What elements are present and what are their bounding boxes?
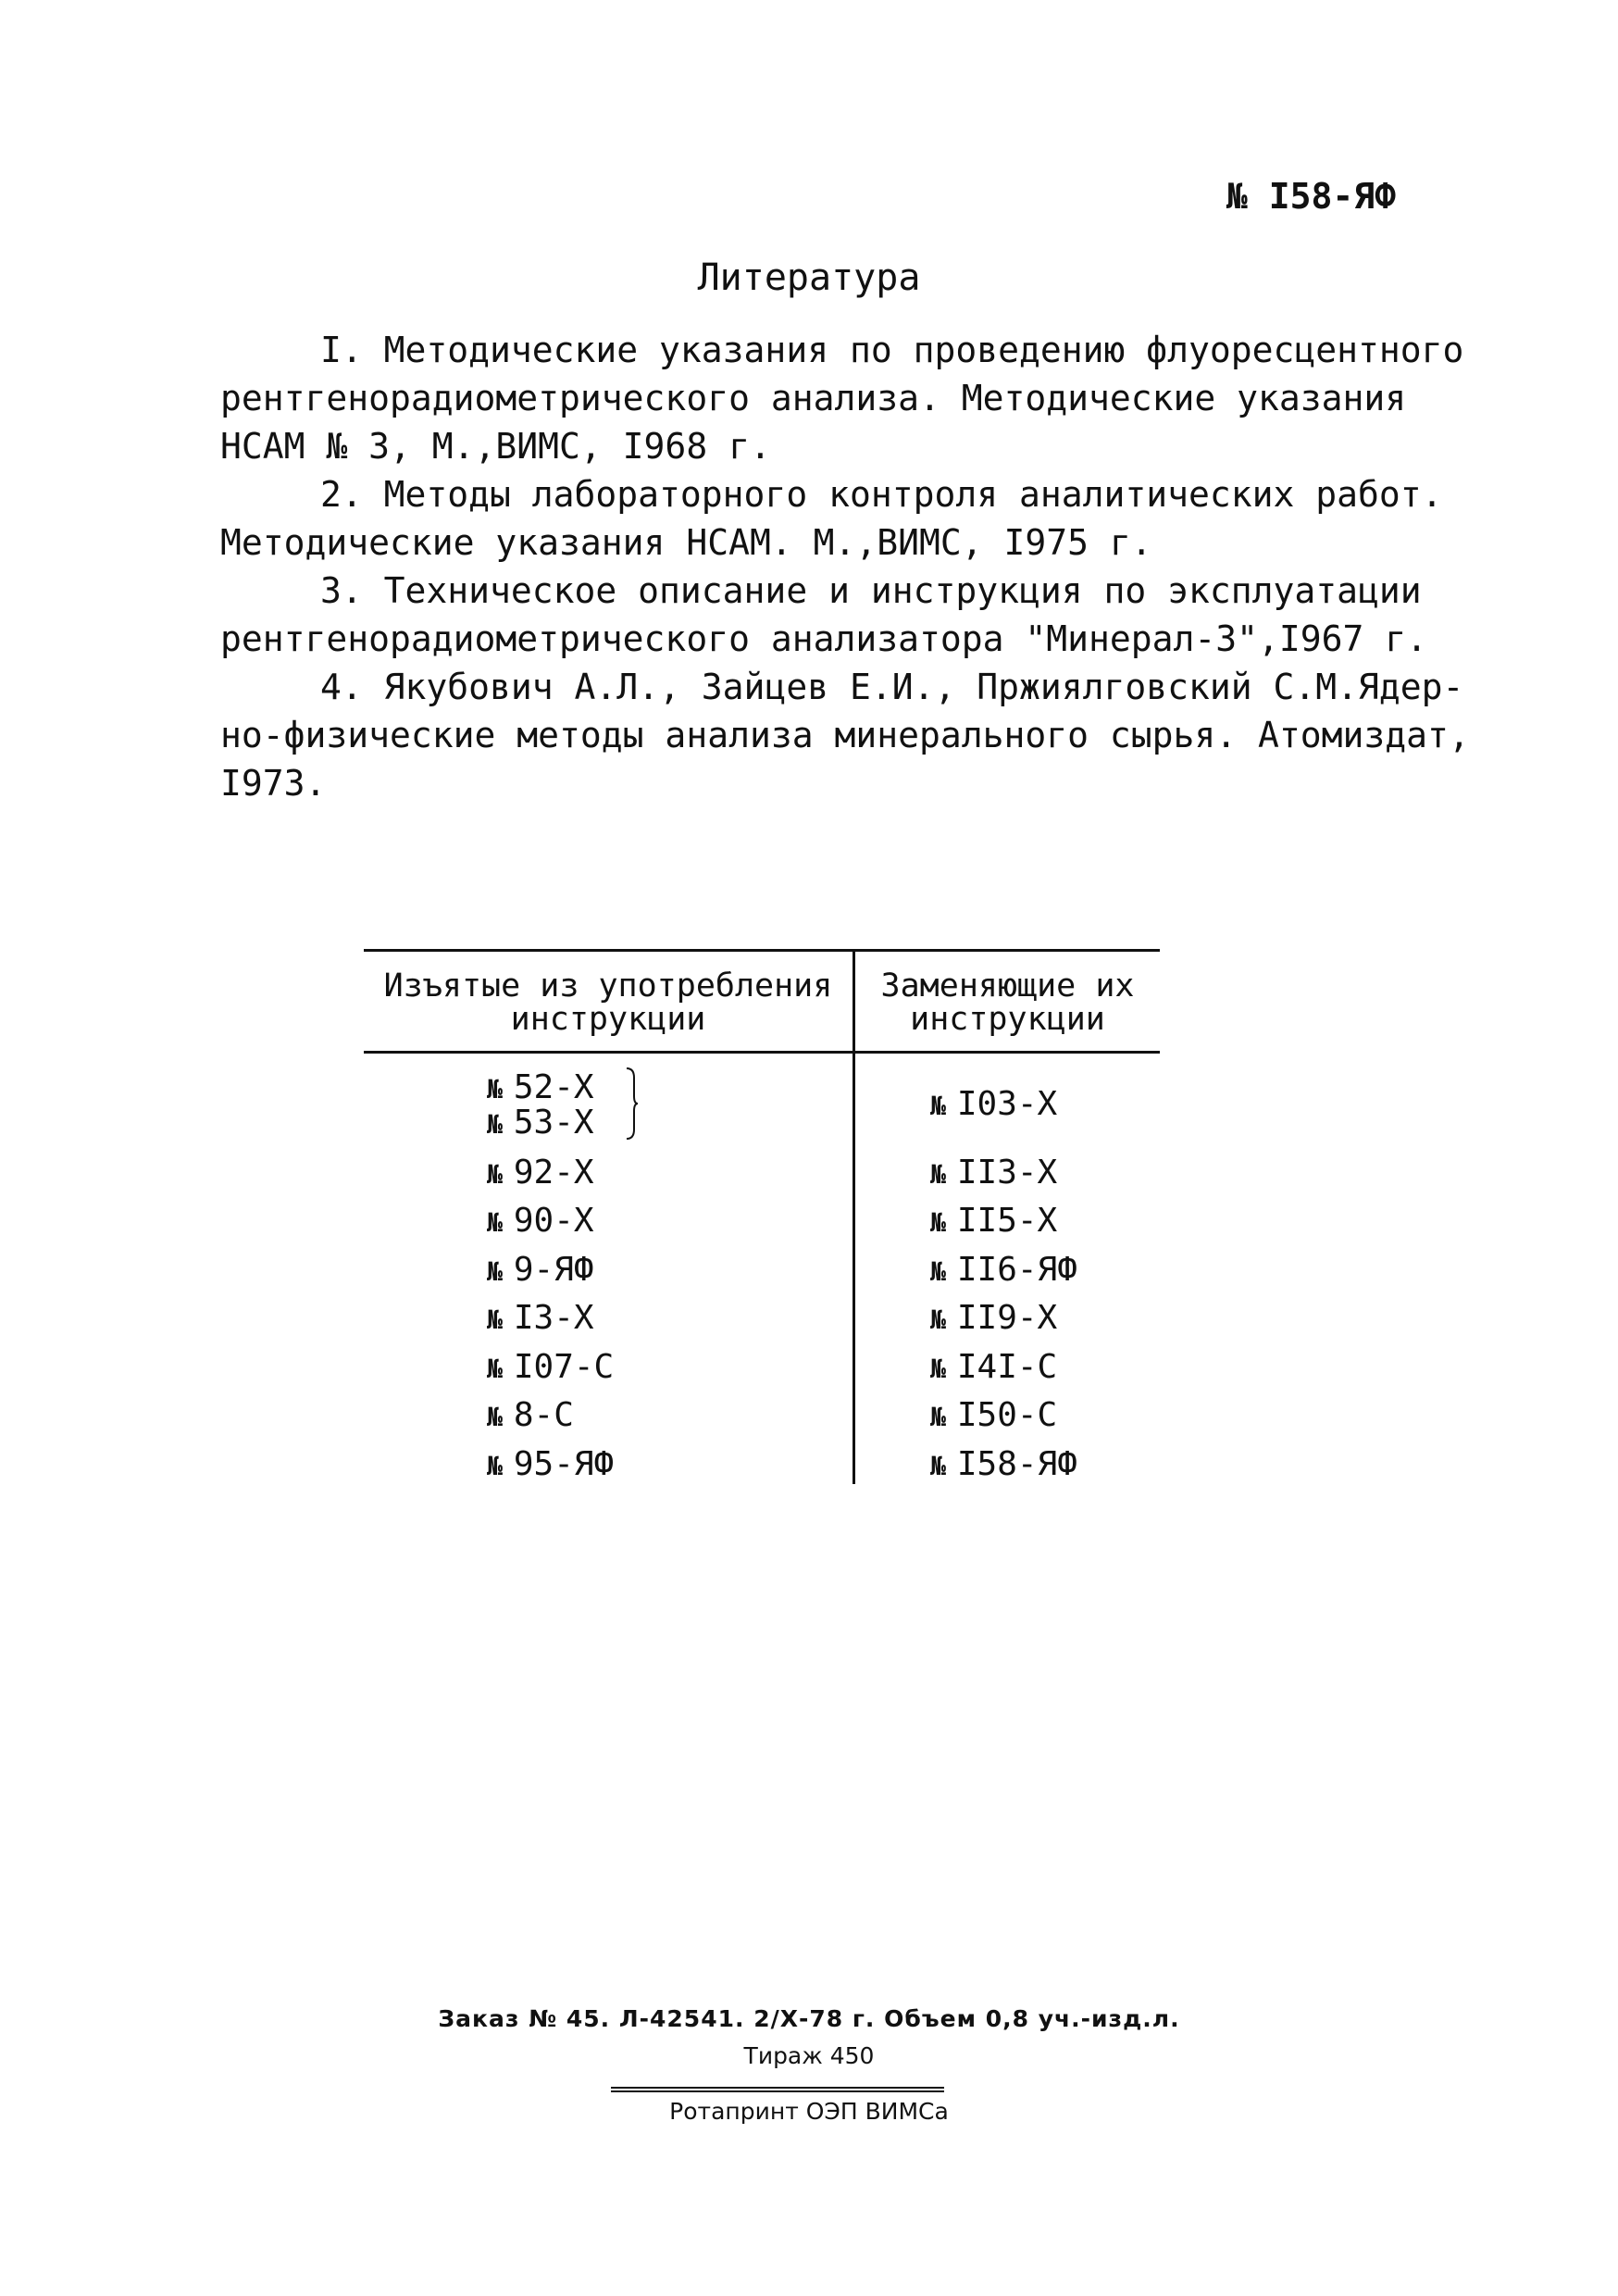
withdrawn-column-header: Изъятые из употребления инструкции [383, 967, 833, 1038]
reference-line: рентгенорадиометрического анализатора "Минерал-3",I967 г. [220, 618, 1428, 659]
literature-list [220, 326, 1470, 807]
reference-line: 2. Методы лабораторного контроля аналитических работ. [320, 474, 1443, 515]
reference-line: I. Методические указания по проведению флуоресцентного [320, 330, 1464, 370]
table-header-rule [364, 1051, 1160, 1054]
replacing-item: № I50-С [930, 1396, 1058, 1434]
imprint-rule [611, 2090, 944, 2092]
withdrawn-item: № I3-Х [487, 1299, 594, 1337]
literature-heading: Литература [697, 256, 921, 299]
withdrawn-item: № 92-Х [487, 1154, 594, 1192]
replacing-item: № II3-Х [930, 1154, 1058, 1192]
reference-line: но-физические методы анализа минерального сырья. Атомиздат, [220, 715, 1470, 755]
replacing-item: № I58-ЯФ [930, 1445, 1077, 1483]
document-number: № I58-ЯФ [1226, 176, 1397, 217]
withdrawn-item: № 90-Х [487, 1202, 594, 1240]
withdrawn-item: № 9-ЯФ [487, 1251, 594, 1289]
reference-line: 4. Якубович А.Л., Зайцев Е.И., Пржиялговский С.М.Ядер- [320, 667, 1464, 707]
replacing-item: № I03-Х [930, 1085, 1058, 1123]
reference-line: Методические указания НСАМ. М.,ВИМС, I975 г. [220, 522, 1152, 563]
reference-line: 3. Техническое описание и инструкция по эксплуатации [320, 570, 1422, 611]
withdrawn-item: № 52-Х [487, 1068, 594, 1106]
reference-line: НСАМ № 3, М.,ВИМС, I968 г. [220, 426, 771, 467]
imprint-rule [611, 2087, 944, 2089]
withdrawn-item: № 8-С [487, 1396, 574, 1434]
replacing-item: № II9-Х [930, 1299, 1058, 1337]
replacing-column-header: Заменяющие их инструкции [880, 967, 1135, 1038]
print-run: Тираж 450 [743, 2042, 875, 2069]
reference-line: рентгенорадиометрического анализа. Методические указания [220, 378, 1407, 418]
replacing-item: № I4I-С [930, 1348, 1058, 1386]
replacement-table [364, 949, 1160, 1486]
table-top-rule [364, 949, 1160, 952]
order-details: Заказ № 45. Л-42541. 2/Х-78 г. Объем 0,8 уч.-изд.л. [438, 2005, 1180, 2032]
reference-line: I973. [220, 763, 327, 804]
grouping-brace [625, 1067, 638, 1141]
withdrawn-item: № 95-ЯФ [487, 1445, 615, 1483]
replacing-item: № II6-ЯФ [930, 1251, 1077, 1289]
printer-name: Ротапринт ОЭП ВИМСа [669, 2098, 949, 2125]
withdrawn-item: № 53-Х [487, 1104, 594, 1142]
replacing-item: № II5-Х [930, 1202, 1058, 1240]
withdrawn-item: № I07-С [487, 1348, 615, 1386]
